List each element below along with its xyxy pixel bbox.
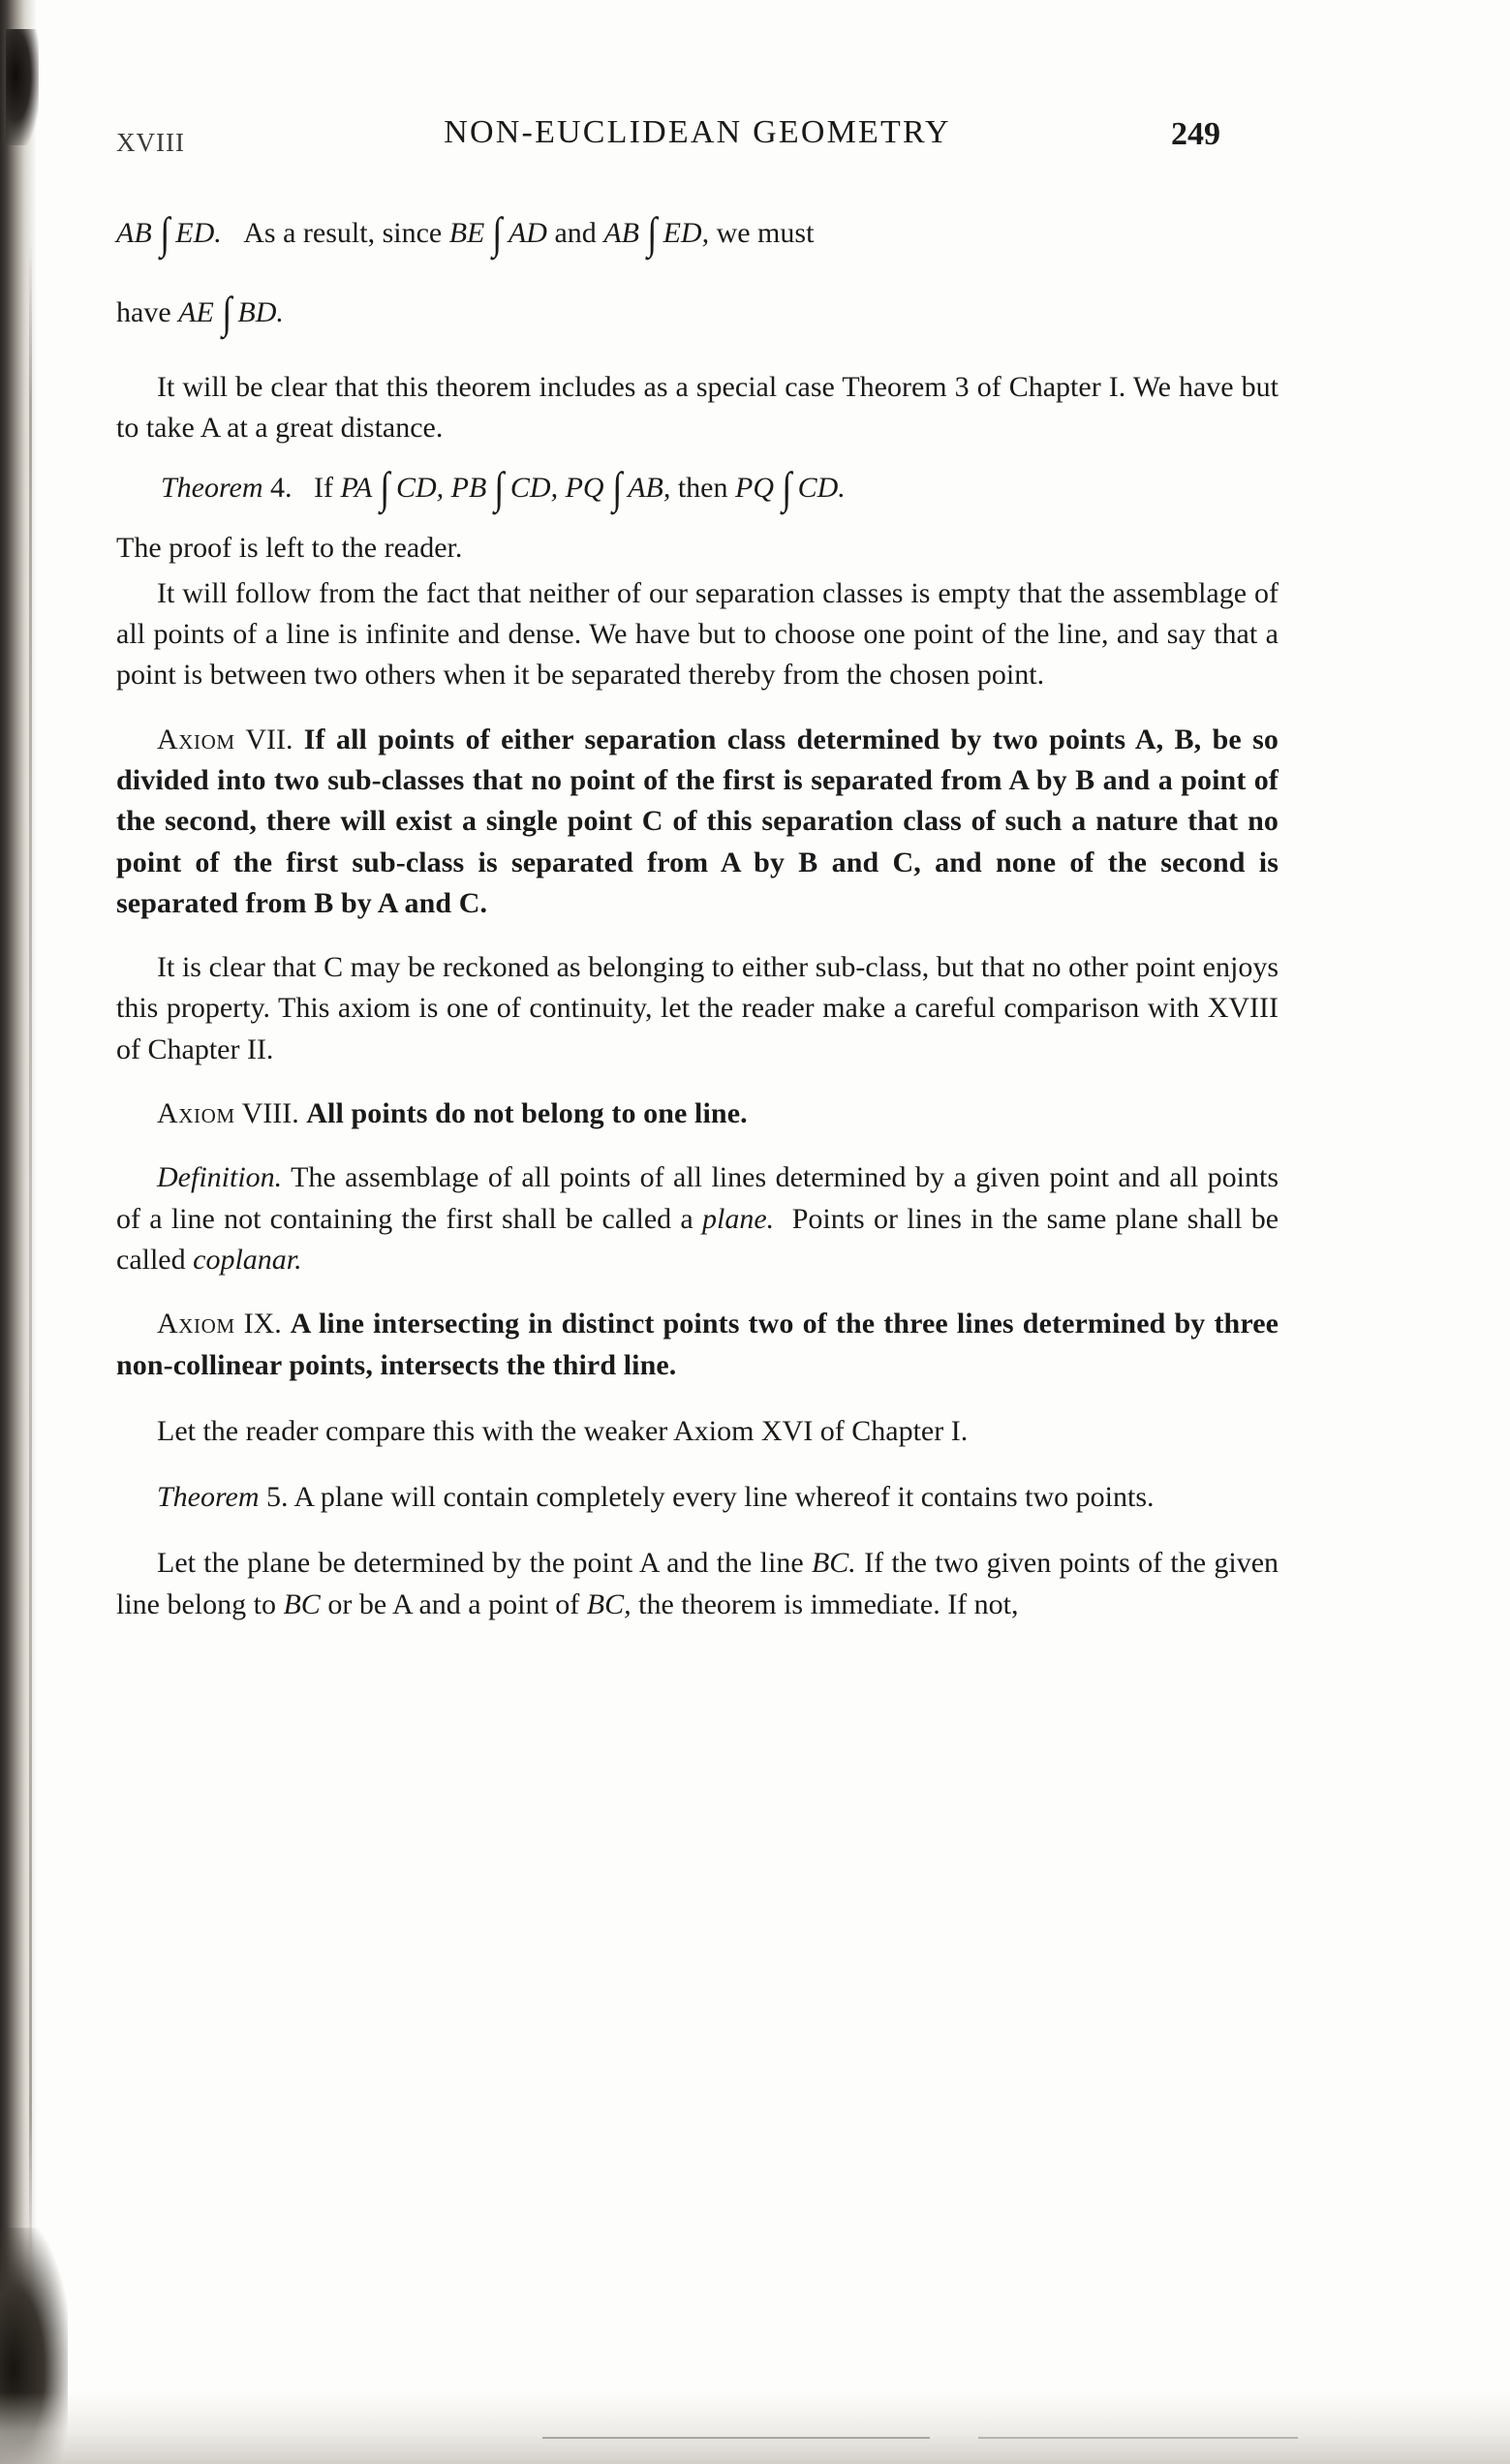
term-pq-2: PQ <box>735 472 774 505</box>
term-ed: ED. <box>175 217 222 249</box>
paragraph-6-a: Let the plane be determined by the point A and the line <box>157 1547 804 1580</box>
axiom-label: Axiom <box>157 723 235 755</box>
text-as-a-result: As a result, since <box>243 217 443 249</box>
definition-term-coplanar: coplanar. <box>193 1243 302 1276</box>
term-bc-3: BC, <box>586 1587 632 1620</box>
paragraph-6 <box>116 1543 1279 1625</box>
text-have: have <box>116 296 171 329</box>
definition-text-b: Points or lines in the same plane shall be called <box>116 1202 1279 1276</box>
paragraph-2: The proof is left to the reader. <box>116 532 463 565</box>
formula-line-2: have AE ∫ BD. <box>116 288 284 338</box>
axiom-8 <box>116 1093 1279 1134</box>
term-pq: PQ <box>565 472 604 505</box>
term-ab: AB <box>116 217 152 249</box>
running-head <box>116 114 1279 172</box>
term-cd-3: CD. <box>797 472 846 505</box>
term-ab-3: AB, <box>628 472 671 505</box>
definition-label: Definition. <box>157 1161 283 1194</box>
paragraph-3: It will follow from the fact that neither of our separation classes is empty that the assemblage of all points of a line is infinite and dense. We have but to choose one point of the line, and say that a point is between two others when it be separated thereby from the chosen point. <box>116 576 1279 692</box>
page-title: NON-EUCLIDEAN GEOMETRY <box>444 114 951 150</box>
definition-term-plane: plane. <box>702 1202 775 1235</box>
term-bd: BD. <box>237 296 284 329</box>
paragraph-6-c: or be A and a point of <box>327 1587 580 1620</box>
page-edge-line <box>29 242 32 2276</box>
term-pa: PA <box>340 472 373 505</box>
term-cd-2: CD, <box>509 472 559 505</box>
term-ad: AD <box>508 217 547 249</box>
term-bc-2: BC <box>283 1587 321 1620</box>
term-bc: BC. <box>811 1547 856 1580</box>
axiom-label: Axiom <box>157 1097 235 1130</box>
term-cd: CD, <box>395 472 445 505</box>
text-and: and <box>554 217 597 249</box>
axiom-number: VIII. <box>241 1097 299 1130</box>
gutter-top-blemish <box>6 29 39 145</box>
paragraph-1: It will be clear that this theorem includes as a special case Theorem 3 of Chapter I. We have but to take A at a great distance. <box>116 370 1279 444</box>
axiom-9 <box>116 1304 1279 1386</box>
axiom-text: A line intersecting in distinct points two of the three lines determined by three non-collinear points, intersects the third line. <box>116 1308 1279 1381</box>
axiom-number: IX. <box>243 1308 282 1340</box>
definition <box>116 1157 1279 1280</box>
term-ed-2: ED, <box>663 217 710 249</box>
page-bottom-rule <box>542 2437 930 2439</box>
paragraph-5: Let the reader compare this with the weaker Axiom XVI of Chapter I. <box>157 1414 969 1447</box>
paragraph-6-d: the theorem is immediate. If not, <box>638 1587 1019 1620</box>
theorem-label: Theorem <box>157 1481 260 1514</box>
term-ab-2: AB <box>603 217 639 249</box>
theorem-text: A plane will contain completely every line whereof it contains two points. <box>293 1481 1155 1514</box>
theorem-number: 5. <box>266 1481 289 1514</box>
page-bottom-shadow <box>0 2392 1510 2464</box>
definition-text-a: The assemblage of all points of all lines determined by a given point and all points of a line not containing the first shall be called a <box>116 1161 1279 1235</box>
term-pb: PB <box>450 472 487 505</box>
theorem-number: 4. <box>270 472 293 505</box>
axiom-7 <box>116 720 1279 924</box>
theorem-5 <box>116 1477 1279 1518</box>
axiom-text: All points do not belong to one line. <box>306 1097 748 1130</box>
page-number: 249 <box>1171 116 1220 152</box>
theorem-then: then <box>677 472 728 505</box>
term-ae: AE <box>178 296 214 329</box>
chapter-numeral: XVIII <box>116 128 185 157</box>
axiom-text: If all points of either separation class determined by two points A, B, be so divided into two sub-classes that no point of the first is separated from A by B and a point of the second, there will exist a single point C of this separation class of such a nature that no point of the first sub-class is separated from A by B and C, and none of the second is separated from B by A and C. <box>116 723 1279 919</box>
axiom-number: VII. <box>245 723 293 755</box>
page-bottom-rule-2 <box>978 2437 1298 2439</box>
formula-line-1: AB ∫ ED. As a result, since BE ∫ AD and AB ∫ ED, we must <box>116 208 815 258</box>
theorem-label: Theorem <box>161 472 263 505</box>
paragraph-6-b: If the two given points of the given line belong to <box>116 1547 1279 1620</box>
axiom-label: Axiom <box>157 1308 235 1340</box>
text-we-must: we must <box>716 217 815 249</box>
theorem-4: Theorem 4. If PA ∫ CD, PB ∫ CD, PQ ∫ AB, then PQ ∫ CD. <box>161 463 846 513</box>
term-be: BE <box>448 217 485 249</box>
paragraph-4: It is clear that C may be reckoned as belonging to either sub-class, but that no other point enjoys this property. This axiom is one of continuity, let the reader make a careful comparison with XVIII of Chapter II. <box>116 951 1279 1065</box>
page-content <box>116 0 1279 1625</box>
theorem-if: If <box>314 472 334 505</box>
